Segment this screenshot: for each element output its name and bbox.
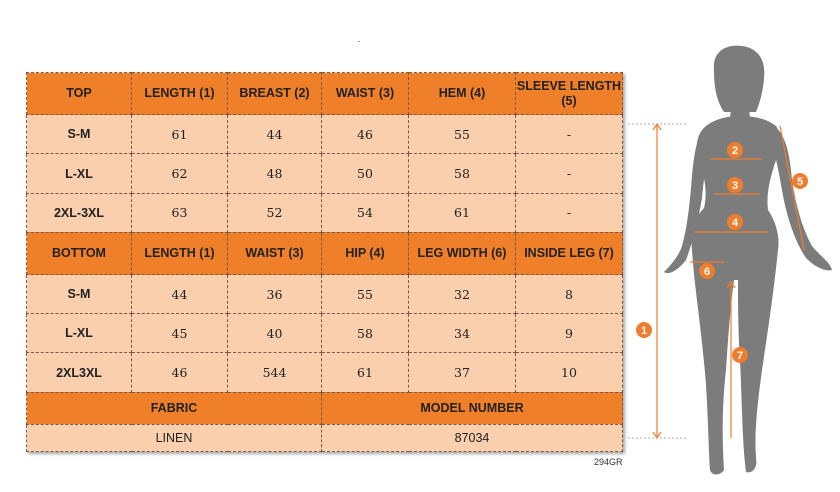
top-value-cell: 46 [322, 115, 409, 154]
marker-2 [727, 142, 743, 158]
top-value-cell: 58 [409, 154, 516, 193]
bottom-value-cell: 36 [228, 275, 322, 314]
bottom-value-cell: 544 [228, 353, 322, 392]
model-number-value: 87034 [322, 424, 623, 451]
svg-text:1: 1 [640, 325, 648, 337]
bottom-header-cell: BOTTOM [27, 232, 132, 274]
bottom-value-cell: 37 [409, 353, 516, 392]
bottom-value-cell: 32 [409, 275, 516, 314]
stray-dot [358, 41, 360, 42]
top-value-cell: - [516, 154, 623, 193]
bottom-value-cell: 45 [132, 314, 228, 353]
top-size-cell: 2XL-3XL [27, 193, 132, 232]
size-table [26, 72, 623, 452]
marker-3 [727, 177, 743, 193]
info-row [27, 424, 623, 451]
top-value-cell: - [516, 115, 623, 154]
top-value-cell: 52 [228, 193, 322, 232]
svg-text:2: 2 [731, 145, 739, 157]
top-value-cell: - [516, 193, 623, 232]
bottom-value-cell: 61 [322, 353, 409, 392]
bottom-row [27, 314, 623, 353]
size-chart [26, 72, 626, 454]
top-header-cell: HEM (4) [409, 73, 516, 115]
fabric-value: LINEN [27, 424, 322, 451]
bottom-value-cell: 46 [132, 353, 228, 392]
female-silhouette [664, 46, 832, 475]
bottom-header-cell: LEG WIDTH (6) [409, 232, 516, 274]
bottom-value-cell: 34 [409, 314, 516, 353]
bottom-header-cell: HIP (4) [322, 232, 409, 274]
bottom-value-cell: 8 [516, 275, 623, 314]
info-header-row [27, 392, 623, 424]
marker-6 [699, 263, 715, 279]
svg-text:5: 5 [796, 176, 804, 188]
top-row [27, 154, 623, 193]
bottom-row [27, 353, 623, 392]
top-value-cell: 48 [228, 154, 322, 193]
bottom-value-cell: 58 [322, 314, 409, 353]
top-row [27, 193, 623, 232]
top-value-cell: 44 [228, 115, 322, 154]
bottom-size-cell: 2XL3XL [27, 353, 132, 392]
marker-1 [636, 322, 652, 338]
top-header-cell: BREAST (2) [228, 73, 322, 115]
svg-text:3: 3 [731, 180, 739, 192]
top-value-cell: 62 [132, 154, 228, 193]
model-number-label: MODEL NUMBER [322, 392, 623, 424]
bottom-size-cell: S-M [27, 275, 132, 314]
bottom-value-cell: 40 [228, 314, 322, 353]
bottom-header-cell: LENGTH (1) [132, 232, 228, 274]
top-value-cell: 61 [132, 115, 228, 154]
top-header-cell: SLEEVE LENGTH (5) [516, 73, 623, 115]
top-value-cell: 50 [322, 154, 409, 193]
top-value-cell: 54 [322, 193, 409, 232]
product-code: 294GR [594, 457, 623, 467]
top-value-cell: 55 [409, 115, 516, 154]
top-size-cell: L-XL [27, 154, 132, 193]
bottom-header-cell: INSIDE LEG (7) [516, 232, 623, 274]
svg-text:4: 4 [731, 217, 739, 229]
top-header-cell: TOP [27, 73, 132, 115]
svg-text:7: 7 [736, 350, 744, 362]
svg-text:6: 6 [703, 266, 711, 278]
top-value-cell: 63 [132, 193, 228, 232]
top-row [27, 115, 623, 154]
bottom-value-cell: 9 [516, 314, 623, 353]
top-value-cell: 61 [409, 193, 516, 232]
bottom-row [27, 275, 623, 314]
bottom-value-cell: 10 [516, 353, 623, 392]
marker-4 [727, 214, 743, 230]
top-header-row [27, 73, 623, 115]
bottom-header-row [27, 232, 623, 274]
fabric-label: FABRIC [27, 392, 322, 424]
marker-5 [792, 173, 808, 189]
marker-7 [732, 347, 748, 363]
top-size-cell: S-M [27, 115, 132, 154]
bottom-header-cell: WAIST (3) [228, 232, 322, 274]
body-measurement-figure [620, 40, 835, 480]
bottom-value-cell: 44 [132, 275, 228, 314]
top-header-cell: LENGTH (1) [132, 73, 228, 115]
bottom-size-cell: L-XL [27, 314, 132, 353]
top-header-cell: WAIST (3) [322, 73, 409, 115]
bottom-value-cell: 55 [322, 275, 409, 314]
